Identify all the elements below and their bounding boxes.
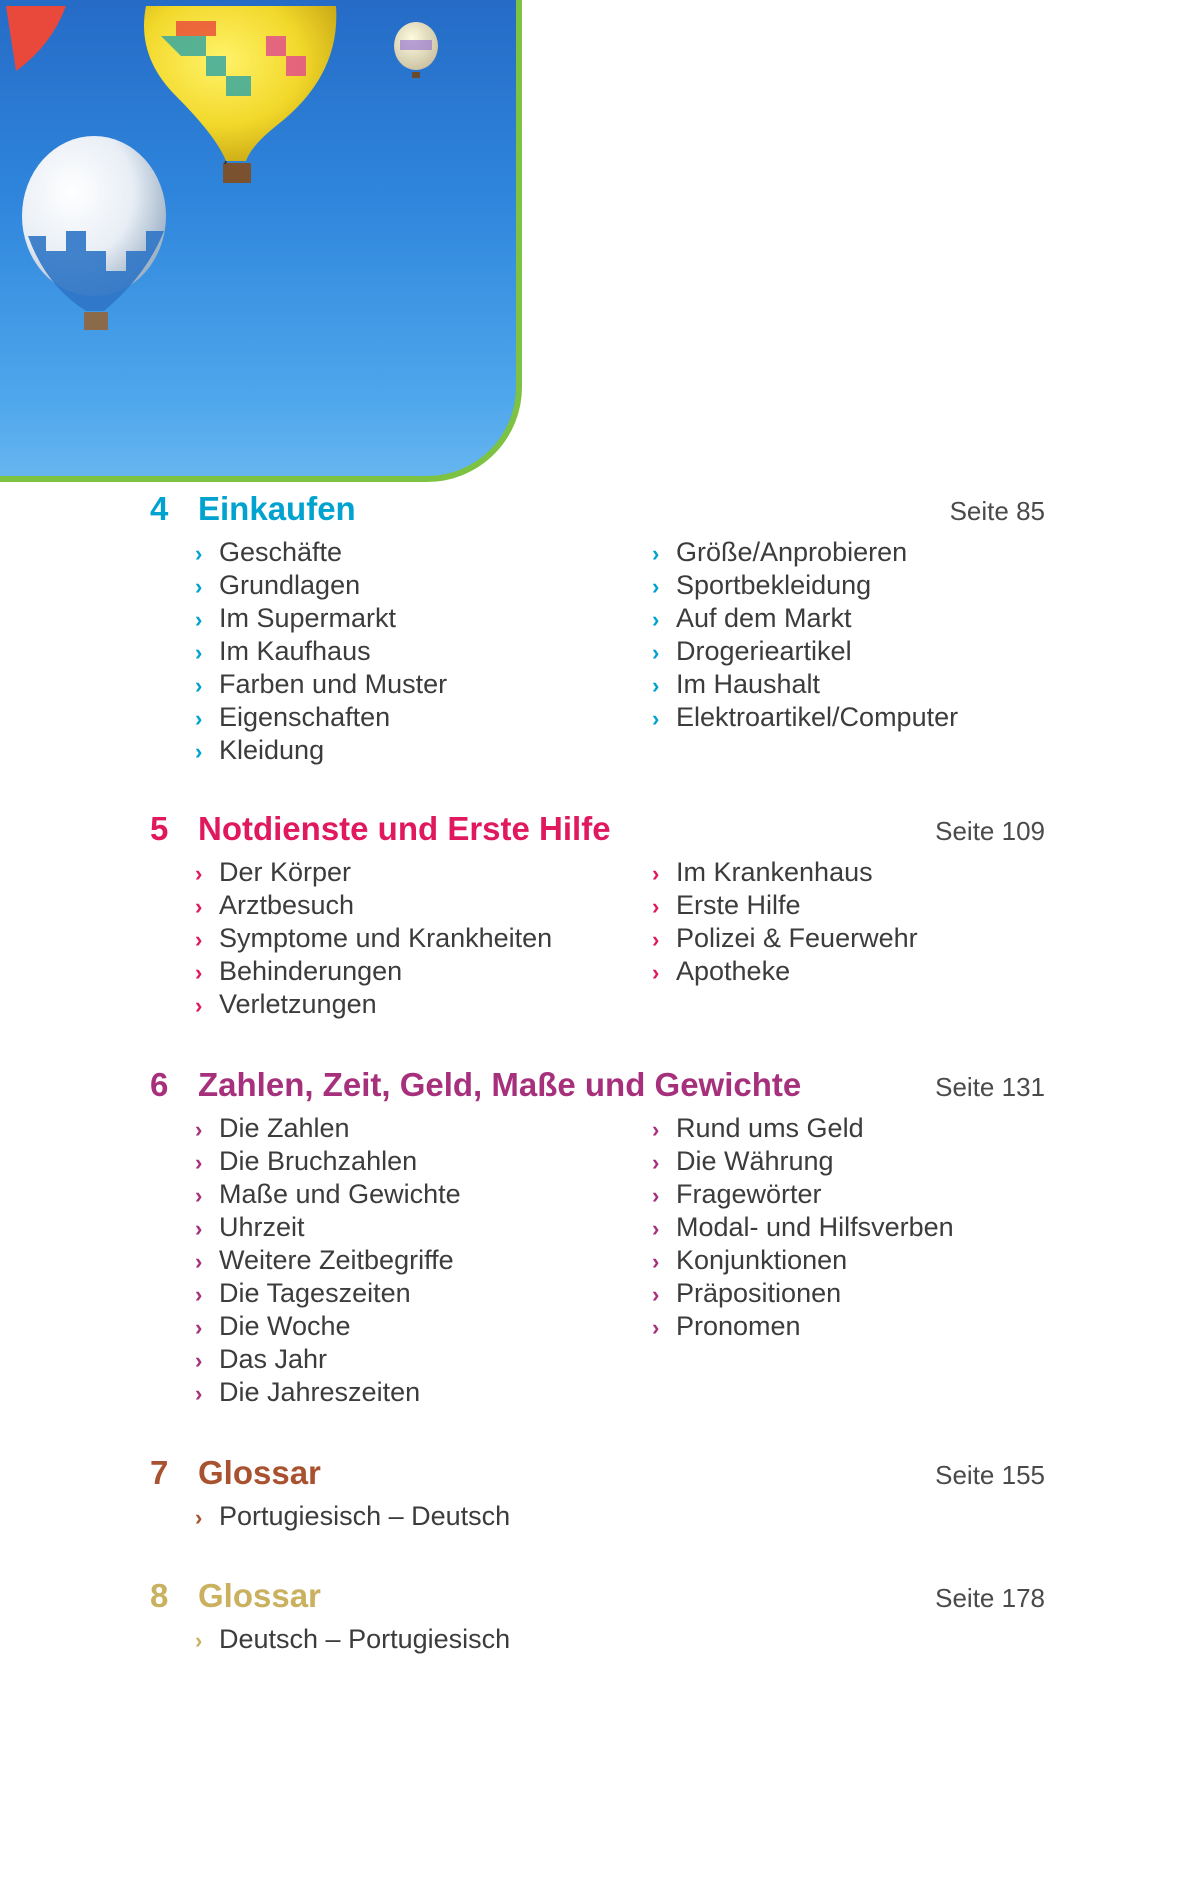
- section-title[interactable]: Notdienste und Erste Hilfe: [198, 810, 611, 847]
- list-item[interactable]: › Das Jahr: [195, 1343, 461, 1376]
- chevron-right-icon: ›: [652, 960, 660, 985]
- list-item[interactable]: › Drogerieartikel: [652, 635, 958, 668]
- section-4: [150, 490, 1045, 765]
- chevron-right-icon: ›: [195, 993, 203, 1018]
- list-item[interactable]: › Auf dem Markt: [652, 602, 958, 635]
- list-item[interactable]: › Modal- und Hilfsverben: [652, 1211, 954, 1244]
- list-item[interactable]: › Maße und Gewichte: [195, 1178, 461, 1211]
- list-item[interactable]: › Konjunktionen: [652, 1244, 954, 1277]
- chevron-right-icon: ›: [195, 1628, 203, 1653]
- column-right: [652, 1112, 954, 1343]
- chevron-right-icon: ›: [652, 706, 660, 731]
- list-item[interactable]: › Im Krankenhaus: [652, 856, 918, 889]
- balloons-illustration: [0, 0, 516, 476]
- column-left: [195, 1500, 510, 1533]
- list-item[interactable]: › Uhrzeit: [195, 1211, 461, 1244]
- chevron-right-icon: ›: [195, 673, 203, 698]
- section-number: 5: [150, 810, 169, 847]
- section-title[interactable]: Zahlen, Zeit, Geld, Maße und Gewichte: [198, 1066, 802, 1103]
- section-page: Seite 109: [935, 816, 1045, 846]
- list-item[interactable]: › Die Tageszeiten: [195, 1277, 461, 1310]
- list-item[interactable]: › Arztbesuch: [195, 889, 552, 922]
- chevron-right-icon: ›: [652, 640, 660, 665]
- column-left: [195, 1112, 461, 1409]
- chevron-right-icon: ›: [195, 1381, 203, 1406]
- chevron-right-icon: ›: [652, 1315, 660, 1340]
- chevron-right-icon: ›: [195, 1315, 203, 1340]
- list-item[interactable]: › Die Woche: [195, 1310, 461, 1343]
- section-page: Seite 131: [935, 1072, 1045, 1102]
- list-item[interactable]: › Größe/Anprobieren: [652, 536, 958, 569]
- list-item[interactable]: › Im Supermarkt: [195, 602, 447, 635]
- list-item[interactable]: › Der Körper: [195, 856, 552, 889]
- section-title[interactable]: Glossar: [198, 1454, 321, 1491]
- list-item[interactable]: › Elektroartikel/Computer: [652, 701, 958, 734]
- section-number: 7: [150, 1454, 169, 1491]
- chevron-right-icon: ›: [195, 1183, 203, 1208]
- chevron-right-icon: ›: [652, 927, 660, 952]
- section-7: [150, 1454, 1045, 1531]
- list-item[interactable]: › Weitere Zeitbegriffe: [195, 1244, 461, 1277]
- chevron-right-icon: ›: [195, 894, 203, 919]
- list-item[interactable]: › Die Zahlen: [195, 1112, 461, 1145]
- chevron-right-icon: ›: [195, 1505, 203, 1530]
- list-item[interactable]: › Kleidung: [195, 734, 447, 767]
- section-6: [150, 1066, 1045, 1407]
- section-title[interactable]: Glossar: [198, 1577, 321, 1614]
- list-item[interactable]: › Präpositionen: [652, 1277, 954, 1310]
- section-number: 6: [150, 1066, 169, 1103]
- list-item[interactable]: › Erste Hilfe: [652, 889, 918, 922]
- list-item[interactable]: › Deutsch – Portugiesisch: [195, 1623, 510, 1656]
- chevron-right-icon: ›: [652, 673, 660, 698]
- column-right: [652, 856, 918, 988]
- chevron-right-icon: ›: [652, 1282, 660, 1307]
- chevron-right-icon: ›: [195, 640, 203, 665]
- list-item[interactable]: › Die Bruchzahlen: [195, 1145, 461, 1178]
- chevron-right-icon: ›: [652, 574, 660, 599]
- list-item[interactable]: › Geschäfte: [195, 536, 447, 569]
- chevron-right-icon: ›: [195, 1216, 203, 1241]
- list-item[interactable]: › Farben und Muster: [195, 668, 447, 701]
- list-item[interactable]: › Rund ums Geld: [652, 1112, 954, 1145]
- list-item[interactable]: › Pronomen: [652, 1310, 954, 1343]
- list-item[interactable]: › Symptome und Krankheiten: [195, 922, 552, 955]
- list-item[interactable]: › Fragewörter: [652, 1178, 954, 1211]
- section-title[interactable]: Einkaufen: [198, 490, 356, 527]
- list-item[interactable]: › Eigenschaften: [195, 701, 447, 734]
- chevron-right-icon: ›: [195, 927, 203, 952]
- chevron-right-icon: ›: [652, 1117, 660, 1142]
- list-item[interactable]: › Grundlagen: [195, 569, 447, 602]
- section-page: Seite 178: [935, 1583, 1045, 1613]
- section-5: [150, 810, 1045, 1019]
- section-number: 4: [150, 490, 169, 527]
- list-item[interactable]: › Im Haushalt: [652, 668, 958, 701]
- list-item[interactable]: › Sportbekleidung: [652, 569, 958, 602]
- chevron-right-icon: ›: [195, 1117, 203, 1142]
- chevron-right-icon: ›: [195, 1249, 203, 1274]
- chevron-right-icon: ›: [195, 739, 203, 764]
- list-item[interactable]: › Die Währung: [652, 1145, 954, 1178]
- section-number: 8: [150, 1577, 169, 1614]
- column-left: [195, 1623, 510, 1656]
- list-item[interactable]: › Polizei & Feuerwehr: [652, 922, 918, 955]
- list-item[interactable]: › Behinderungen: [195, 955, 552, 988]
- chevron-right-icon: ›: [652, 861, 660, 886]
- chevron-right-icon: ›: [195, 607, 203, 632]
- list-item[interactable]: › Portugiesisch – Deutsch: [195, 1500, 510, 1533]
- chevron-right-icon: ›: [195, 1282, 203, 1307]
- list-item[interactable]: › Die Jahreszeiten: [195, 1376, 461, 1409]
- chevron-right-icon: ›: [195, 861, 203, 886]
- chevron-right-icon: ›: [652, 1150, 660, 1175]
- chevron-right-icon: ›: [652, 1216, 660, 1241]
- chevron-right-icon: ›: [195, 574, 203, 599]
- chevron-right-icon: ›: [652, 894, 660, 919]
- chevron-right-icon: ›: [652, 541, 660, 566]
- list-item[interactable]: › Verletzungen: [195, 988, 552, 1021]
- hot-air-balloons-photo: [0, 0, 522, 482]
- column-left: [195, 536, 447, 767]
- list-item[interactable]: › Apotheke: [652, 955, 918, 988]
- chevron-right-icon: ›: [195, 1348, 203, 1373]
- chevron-right-icon: ›: [195, 541, 203, 566]
- column-left: [195, 856, 552, 1021]
- chevron-right-icon: ›: [652, 607, 660, 632]
- section-8: [150, 1577, 1045, 1654]
- section-page: Seite 155: [935, 1460, 1045, 1490]
- chevron-right-icon: ›: [195, 960, 203, 985]
- chevron-right-icon: ›: [652, 1183, 660, 1208]
- chevron-right-icon: ›: [195, 706, 203, 731]
- list-item[interactable]: › Im Kaufhaus: [195, 635, 447, 668]
- chevron-right-icon: ›: [195, 1150, 203, 1175]
- chevron-right-icon: ›: [652, 1249, 660, 1274]
- column-right: [652, 536, 958, 734]
- section-page: Seite 85: [949, 496, 1045, 526]
